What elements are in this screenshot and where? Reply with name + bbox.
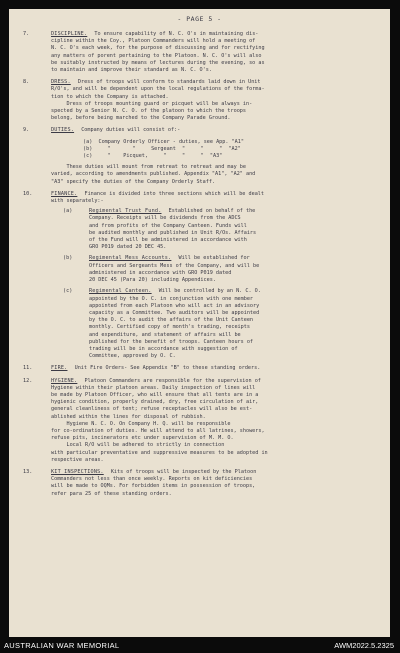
subsection-line: trading will be in accordance with suggestion of xyxy=(89,345,238,352)
paragraph-line: Kits of troops will be inspected by the Platoon xyxy=(110,468,257,475)
subsection-line: monthly. Certified copy of month's trading, receipts xyxy=(89,324,250,331)
subsection-line: Company. Receipts will be dividends from the ADCS xyxy=(89,215,241,222)
paragraph-line: be suitably instructed by means of lectures during the evening, so as xyxy=(51,59,265,66)
subsection-line: Established on behalf of the xyxy=(168,208,256,215)
paragraph-line: ablished within the lines for disposal of rubbish. xyxy=(51,413,206,420)
document-page xyxy=(9,9,390,637)
paragraph-number: 8. xyxy=(23,79,30,86)
paragraph-line: To ensure capability of N. C. O's in maintaining dis- xyxy=(94,31,259,37)
subsection-line: administered in accordance with GRO P019 dated xyxy=(89,269,232,276)
archive-reference: AWM2022.5.2325 xyxy=(334,641,394,650)
paragraph-heading: DISCIPLINE. xyxy=(51,31,88,37)
paragraph-line: Hygiene within their platoon areas. Daily inspection of lines will xyxy=(51,384,256,391)
paragraph-line: for co-ordination of duties. He will attend to all latrines, showers, xyxy=(51,427,265,434)
paragraph-heading: DRESS. xyxy=(51,79,71,86)
paragraph-line: cipline within the Coy., Platoon Commanders will hold a meeting of xyxy=(51,38,256,45)
paragraph-line: "A3" specify the duties of the Company Orderly Staff. xyxy=(51,178,216,185)
paragraph-line: tion to which the Company is attached. xyxy=(51,93,169,100)
paragraph-line: refer para 25 of these standing orders. xyxy=(51,490,172,497)
finance-subsection-mess-accounts xyxy=(63,255,375,284)
paragraph-number: 10. xyxy=(23,190,33,197)
paragraph-line: Unit Fire Orders- See Appendix "B" to these standing orders. xyxy=(74,365,261,372)
subsection-line: and from profits of the Company Canteen. Funds will xyxy=(89,222,247,229)
paragraph-line: hygienic condition, properly drained, dry, free circulation of air, xyxy=(51,399,259,406)
paragraph-line: Hygiene N. C. O. On Company H. Q. will be responsible xyxy=(51,420,231,427)
paragraph-number: 9. xyxy=(23,127,30,134)
duty-item: (c) " Picquet, " " " "A3" xyxy=(83,153,223,160)
paragraph-line: Dress of troops will conform to standards laid down in Unit xyxy=(77,79,261,86)
paragraph-line: R/O's, and will be dependent upon the local regulations of the forma- xyxy=(51,86,265,93)
archive-name: AUSTRALIAN WAR MEMORIAL xyxy=(4,641,120,650)
paragraph-heading: HYGIENE. xyxy=(51,377,78,384)
paragraph-line: refuse pits, incinerators etc under supervision of M. M. O. xyxy=(51,435,234,442)
subsection-heading: Regimental Mess Accounts. xyxy=(89,255,172,262)
subsection-label: (c) xyxy=(63,288,73,295)
subsection-line: appointed by the O. C. in conjunction with one member xyxy=(89,295,254,302)
paragraph-line: N. C. O's each week, for the purpose of discussing and for rectifying xyxy=(51,45,265,52)
duty-item: (b) " " Sergeant " " " "A2" xyxy=(83,145,241,152)
paragraph-line: will be made to OQMs. For forbidden items in possession of troops, xyxy=(51,483,256,490)
subsection-label: (b) xyxy=(63,255,73,262)
subsection-line: appointed from each Platoon who will act in an advisory xyxy=(89,302,260,309)
subsection-line: Officers and Sergeants Mess of the Company, and will be xyxy=(89,262,260,269)
paragraph-number: 12. xyxy=(23,377,33,384)
paragraph-line: to maintain and improve their standard as N. C. O's. xyxy=(51,67,212,74)
paragraph-line: general cleanliness of tent; refuse receptacles will also be est- xyxy=(51,406,253,413)
paragraph-9-duties xyxy=(23,127,375,185)
finance-subsection-trust-fund xyxy=(63,208,375,251)
paragraph-line: any matters of porent pertaining to the Platoon. N. C. O's will also xyxy=(51,52,262,59)
document-body xyxy=(23,31,375,503)
paragraph-number: 13. xyxy=(23,468,33,475)
paragraph-heading: FIRE. xyxy=(51,365,68,372)
duty-item: (a) Company Orderly Officer - duties, see App. "A1" xyxy=(83,138,244,145)
subsection-line: Will be established for xyxy=(178,255,250,262)
paragraph-intro: Company duties will consist of:- xyxy=(81,127,181,134)
paragraph-line: with particular preventative and suppressive measures to be adopted in xyxy=(51,449,268,456)
subsection-heading: Regimental Trust Fund. xyxy=(89,208,162,215)
subsection-heading: Regimental Canteen. xyxy=(89,288,152,295)
paragraph-line: be made by Platoon Officer, who will ensure that all tents are in a xyxy=(51,391,259,398)
subsection-line: of the Fund will be administered in accordance with xyxy=(89,237,247,244)
paragraph-8-dress xyxy=(23,79,375,122)
paragraph-heading: DUTIES. xyxy=(51,127,75,134)
subsection-line: 20 DEC 45 (Para 20) including Appendices. xyxy=(89,277,216,284)
paragraph-line: Dress of troops mounting guard or picquet will be always in- xyxy=(51,100,253,107)
paragraph-heading: KIT INSPECTIONS. xyxy=(51,468,104,475)
subsection-line: GRO P019 dated 20 DEC 45. xyxy=(89,244,167,251)
subsection-line: by the O. C. to audit the affairs of the Unit Canteen xyxy=(89,317,254,324)
subsection-line: be audited monthly and published in Unit R/Os. Affairs xyxy=(89,229,257,236)
paragraph-line: Finance is divided into three sections which will be dealt xyxy=(84,190,264,197)
paragraph-13-kit-inspections xyxy=(23,469,375,498)
paragraph-line: spected by a Senior N. C. O. of the platoon to which the troops xyxy=(51,108,246,115)
subsection-line: Committee, approved by O. C. xyxy=(89,353,176,360)
subsection-line: published for the benefit of troops. Canteen hours of xyxy=(89,338,254,345)
paragraph-line: respective areas. xyxy=(51,456,104,463)
paragraph-line: belong, before being marched to the Company Parade Ground. xyxy=(51,115,231,122)
paragraph-line: with separately:- xyxy=(51,198,104,205)
paragraph-line: varied, according to amendments published. Appendix "A1", "A2" and xyxy=(51,171,256,178)
paragraph-line: Platoon Commanders are responsible for the supervision of xyxy=(84,377,261,384)
subsection-line: Will be controlled by an N. C. O. xyxy=(158,288,261,295)
page-number: - PAGE 5 - xyxy=(177,15,222,23)
finance-subsection-canteen xyxy=(63,288,375,360)
subsection-line: and expenditure, and statement of affairs will be xyxy=(89,331,241,338)
paragraph-12-hygiene xyxy=(23,378,375,464)
paragraph-number: 7. xyxy=(23,31,30,37)
paragraph-line: Local R/O will be adhered to strictly in connection xyxy=(51,442,225,449)
paragraph-number: 11. xyxy=(23,365,33,372)
paragraph-10-finance xyxy=(23,191,375,360)
subsection-line: capacity as a Committee. Two auditors will be appointed xyxy=(89,309,260,316)
paragraph-7-discipline xyxy=(23,31,375,74)
archive-footer xyxy=(0,637,400,653)
paragraph-line: These duties will mount from retreat to retreat and may be xyxy=(51,164,246,171)
paragraph-heading: FINANCE. xyxy=(51,190,78,197)
subsection-label: (a) xyxy=(63,208,73,215)
paragraph-11-fire xyxy=(23,365,375,372)
paragraph-line: Commanders not less than once weekly. Reports on kit deficiencies xyxy=(51,476,253,483)
